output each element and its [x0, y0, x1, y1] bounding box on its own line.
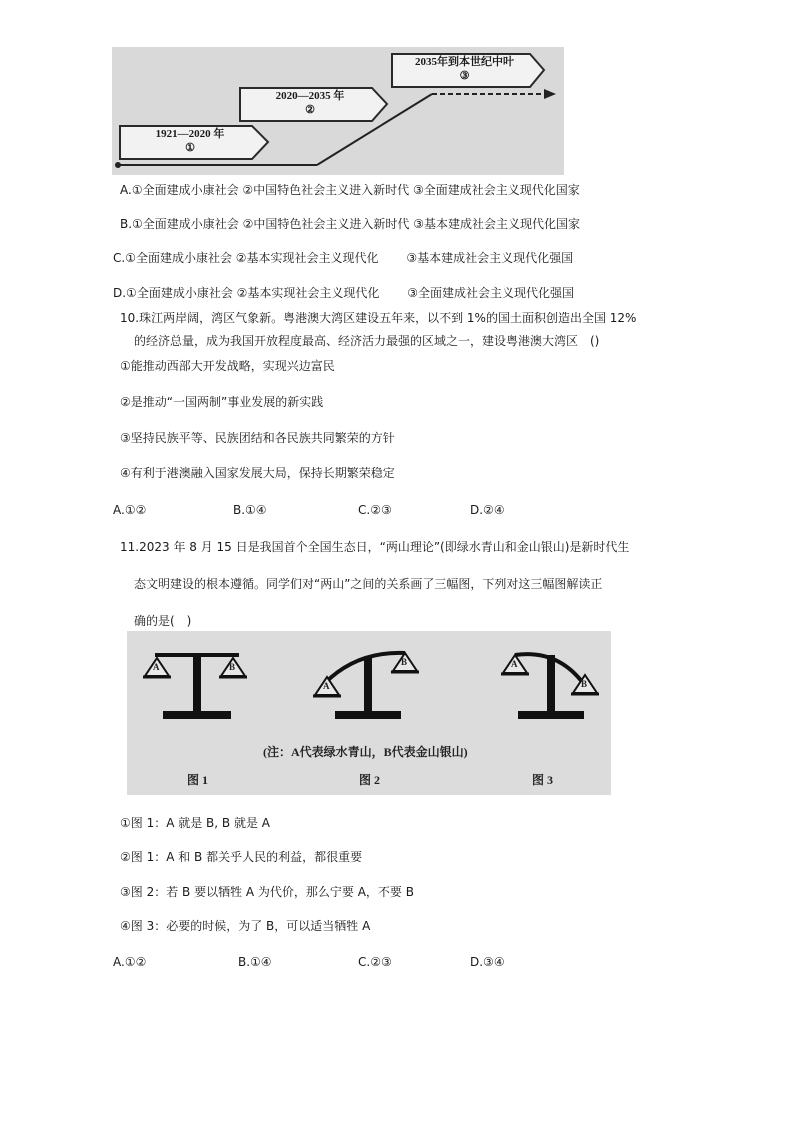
- q10-stem-line-2: 的经济总量，成为我国开放程度最高、经济活力最强的区域之一，建设粤港澳大湾区 (): [134, 334, 600, 348]
- q10-choice-b: B.①④: [233, 503, 267, 517]
- q10-choice-a: A.①②: [113, 503, 147, 517]
- q11-item-1: ①图 1：A 就是 B, B 就是 A: [120, 816, 270, 830]
- stage-1-number: ①: [185, 142, 195, 154]
- q11-item-2: ②图 1：A 和 B 都关乎人民的利益，都很重要: [120, 850, 363, 864]
- timeline-stage-3: [392, 55, 537, 87]
- scales-note: (注：A代表绿水青山，B代表金山银山): [263, 745, 468, 759]
- q11-stem-line-2: 态文明建设的根本遵循。同学们对“两山”之间的关系画了三幅图，下列对这三幅图解读正: [134, 577, 603, 591]
- q11-item-3: ③图 2：若 B 要以牺牲 A 为代价，那么宁要 A，不要 B: [120, 885, 414, 899]
- q10-item-4: ④有利于港澳融入国家发展大局，保持长期繁荣稳定: [120, 466, 395, 480]
- stage-1-years: 1921—2020 年: [155, 128, 225, 140]
- stage-3-number: ③: [459, 70, 470, 82]
- q9-option-a: A.①全面建成小康社会 ②中国特色社会主义进入新时代 ③全面建成社会主义现代化国家: [120, 183, 580, 197]
- q11-choice-a: A.①②: [113, 955, 147, 969]
- stage-3-years: 2035年到本世纪中叶: [415, 56, 514, 68]
- stage-2-years: 2020—2035 年: [275, 90, 345, 102]
- q11-stem-line-1: 11.2023 年 8 月 15 日是我国首个全国生态日，“两山理论”(即绿水青山和金山银山)是新时代生: [120, 540, 630, 554]
- fig1-pan-a: A: [153, 662, 160, 672]
- q9-option-b: B.①全面建成小康社会 ②中国特色社会主义进入新时代 ③基本建成社会主义现代化国家: [120, 217, 580, 231]
- q11-stem-line-3: 确的是( ): [134, 614, 192, 628]
- q11-choice-c: C.②③: [358, 955, 392, 969]
- q11-choice-d: D.③④: [470, 955, 505, 969]
- fig1-pan-b: B: [229, 662, 236, 672]
- q11-item-4: ④图 3：必要的时候，为了 B，可以适当牺牲 A: [120, 919, 371, 933]
- q10-choice-d: D.②④: [470, 503, 505, 517]
- q10-choice-c: C.②③: [358, 503, 392, 517]
- caption-figure-3: 图 3: [532, 773, 554, 787]
- q10-item-1: ①能推动西部大开发战略，实现兴边富民: [120, 359, 335, 373]
- stage-2-number: ②: [305, 104, 315, 116]
- q11-choice-b: B.①④: [238, 955, 272, 969]
- timeline-stage-2: [240, 89, 380, 121]
- timeline-figure: [112, 47, 564, 175]
- q10-item-3: ③坚持民族平等、民族团结和各民族共同繁荣的方针: [120, 431, 395, 445]
- fig3-pan-b: B: [581, 679, 588, 689]
- fig2-pan-b: B: [401, 657, 408, 667]
- q9-option-c: C.①全面建成小康社会 ②基本实现社会主义现代化 ③基本建成社会主义现代化强国: [113, 251, 574, 265]
- timeline-stage-1: [120, 127, 260, 159]
- fig3-pan-a: A: [511, 659, 518, 669]
- q10-stem-line-1: 10.珠江两岸阔，湾区气象新。粤港澳大湾区建设五年来，以不到 1%的国土面积创造出全国 12%: [120, 311, 637, 325]
- caption-figure-1: 图 1: [187, 773, 209, 787]
- fig2-pan-a: A: [323, 681, 330, 691]
- caption-figure-2: 图 2: [359, 773, 381, 787]
- q10-item-2: ②是推动“一国两制”事业发展的新实践: [120, 395, 324, 409]
- scales-figure: [127, 631, 611, 795]
- q9-option-d: D.①全面建成小康社会 ②基本实现社会主义现代化 ③全面建成社会主义现代化强国: [113, 286, 574, 300]
